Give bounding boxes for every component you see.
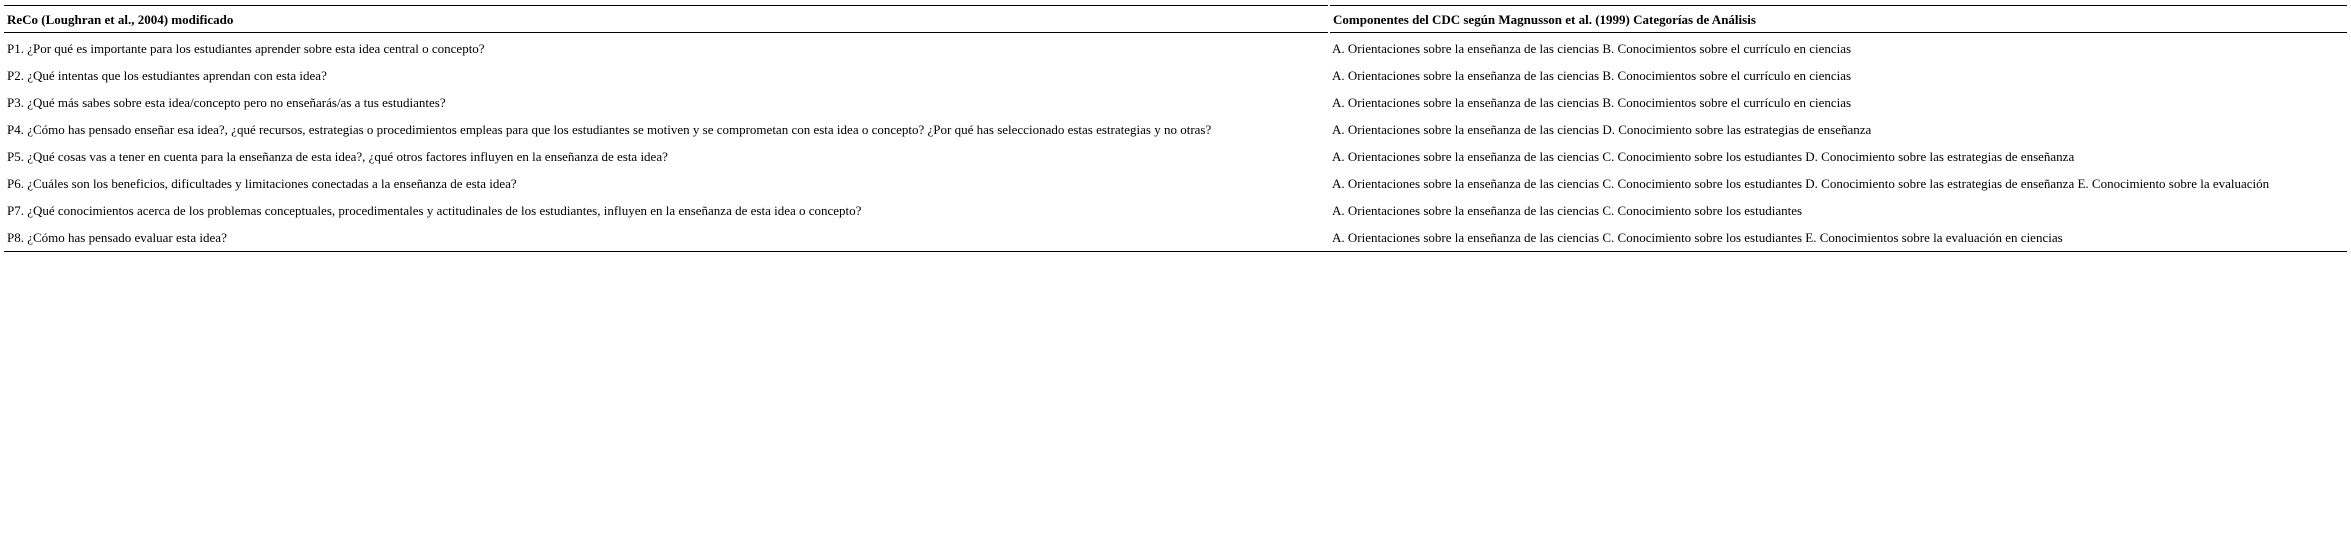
table-body [4,33,2347,252]
question-cell: P1. ¿Por qué es importante para los estudiantes aprender sobre esta idea central o concepto? [7,40,485,56]
components-cell: A. Orientaciones sobre la enseñanza de las ciencias C. Conocimiento sobre los estudiantes [1332,202,1803,218]
question-cell: P6. ¿Cuáles son los beneficios, dificultades y limitaciones conectadas a la enseñanza de esta idea? [7,175,517,191]
components-cell: A. Orientaciones sobre la enseñanza de las ciencias C. Conocimiento sobre los estudiantes D. Conocimiento sobre las estrategias de enseñanza E. Conocimiento sobre la evaluación [1332,175,2270,191]
components-cell: A. Orientaciones sobre la enseñanza de las ciencias B. Conocimientos sobre el currículo en ciencias [1332,40,1852,56]
table-row [4,197,2347,224]
table-row [4,33,2347,63]
header-cdc-components: Componentes del CDC según Magnusson et al. (1999) Categorías de Análisis [1329,6,2347,33]
question-cell: P2. ¿Qué intentas que los estudiantes aprendan con esta idea? [7,67,327,83]
components-cell: A. Orientaciones sobre la enseñanza de las ciencias B. Conocimientos sobre el currículo en ciencias [1332,94,1852,110]
question-cell: P5. ¿Qué cosas vas a tener en cuenta para la enseñanza de esta idea?, ¿qué otros factores influyen en la enseñanza de esta idea? [7,148,668,164]
question-cell: P3. ¿Qué más sabes sobre esta idea/concepto pero no enseñarás/as a tus estudiantes? [7,94,446,110]
header-row [4,6,2347,33]
reco-cdc-table-container [4,5,2347,252]
reco-cdc-table [4,5,2347,252]
components-cell: A. Orientaciones sobre la enseñanza de las ciencias B. Conocimientos sobre el currículo en ciencias [1332,67,1852,83]
table-header [4,6,2347,33]
question-cell: P7. ¿Qué conocimientos acerca de los problemas conceptuales, procedimentales y actitudinales de los estudiantes, influyen en la enseñanza de esta idea o concepto? [7,202,862,218]
table-row [4,224,2347,252]
table-row [4,170,2347,197]
components-cell: A. Orientaciones sobre la enseñanza de las ciencias C. Conocimiento sobre los estudiantes D. Conocimiento sobre las estrategias de enseñanza [1332,148,2075,164]
components-cell: A. Orientaciones sobre la enseñanza de las ciencias D. Conocimiento sobre las estrategias de enseñanza [1332,121,1872,137]
header-reco: ReCo (Loughran et al., 2004) modificado [4,6,1329,33]
question-cell: P4. ¿Cómo has pensado enseñar esa idea?, ¿qué recursos, estrategias o procedimientos empleas para que los estudiantes se motiven y se comprometan con esta idea o concepto? ¿Por qué has seleccionado estas estrategias y no otras? [7,121,1212,137]
table-row [4,89,2347,116]
table-row [4,116,2347,143]
components-cell: A. Orientaciones sobre la enseñanza de las ciencias C. Conocimiento sobre los estudiantes E. Conocimientos sobre la evaluación en ciencias [1329,224,2347,252]
table-row [4,143,2347,170]
question-cell: P8. ¿Cómo has pensado evaluar esta idea? [4,224,1329,252]
table-row [4,62,2347,89]
